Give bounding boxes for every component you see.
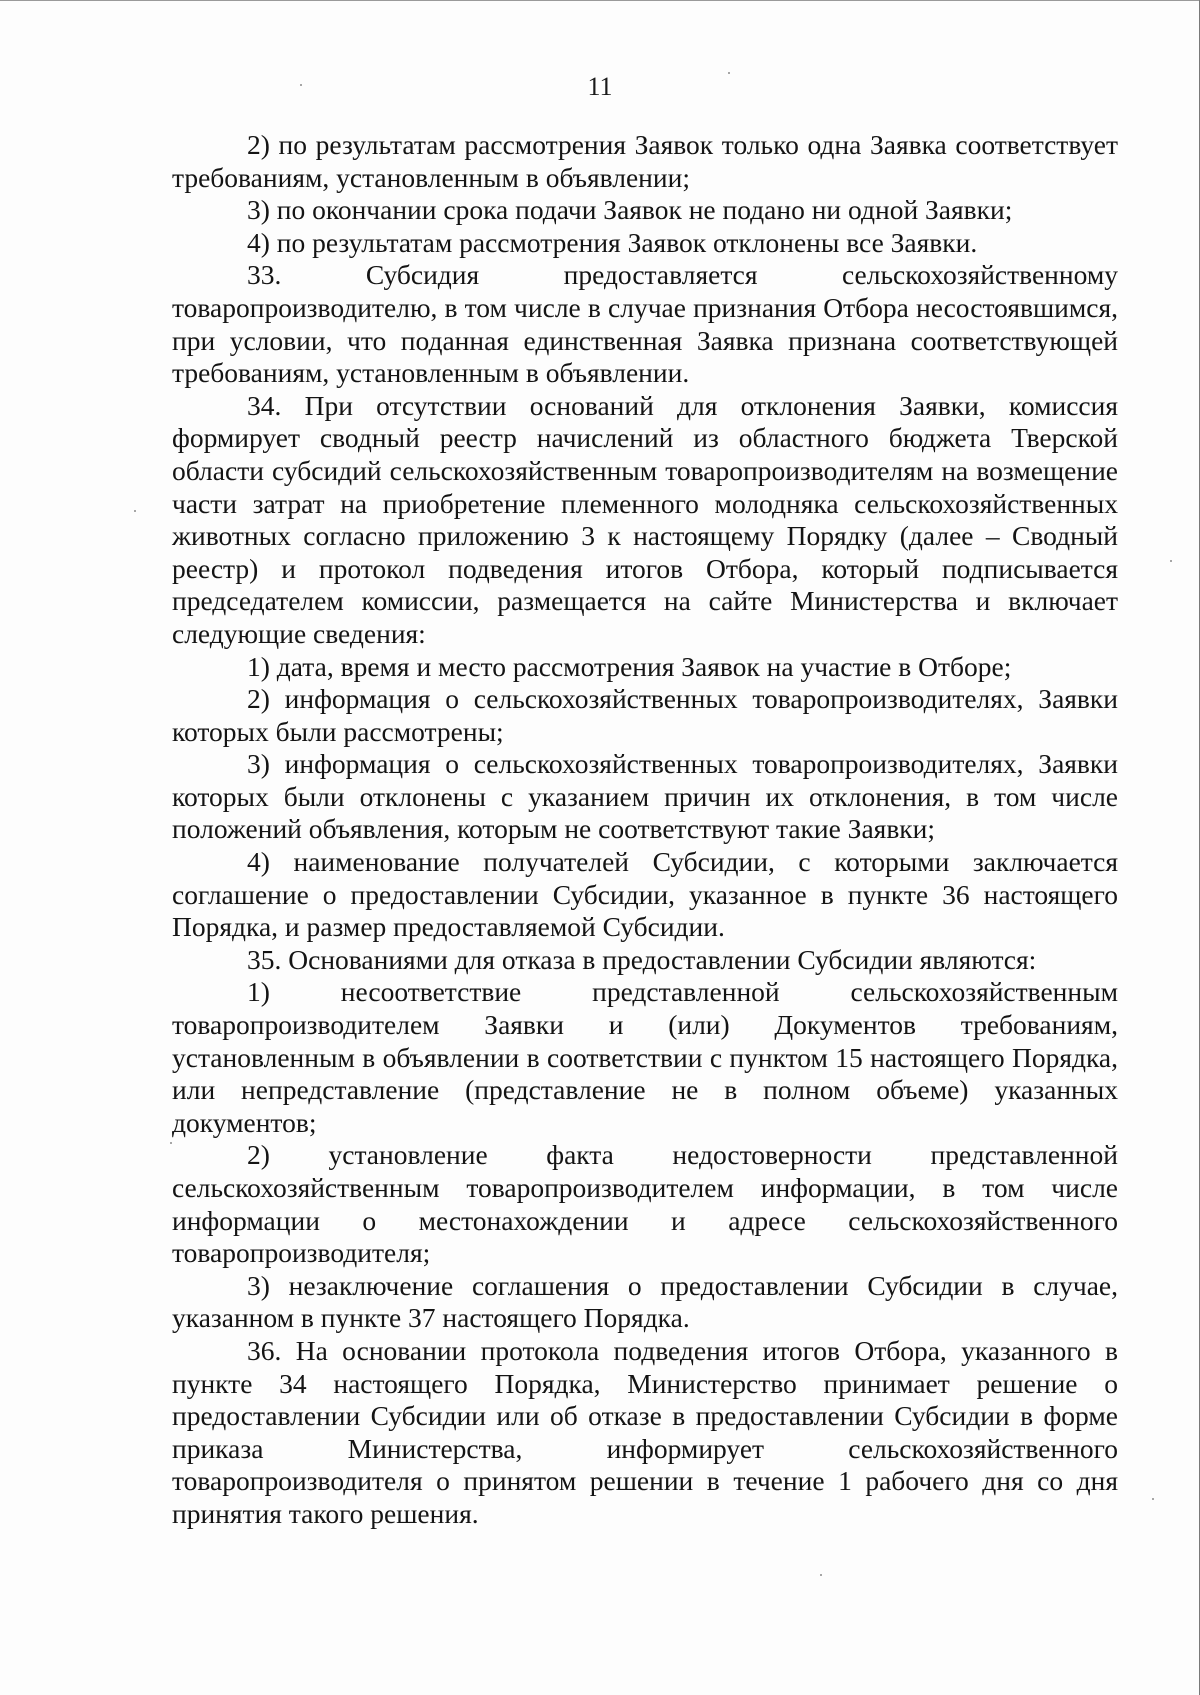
scan-edge-top <box>0 0 1200 1</box>
paragraph-item-2: 2) по результатам рассмотрения Заявок только одна Заявка соответствует требованиям, установленным в объявлении; <box>172 129 1118 193</box>
document-body <box>172 129 1118 1531</box>
paragraph-clause-34-item-4: 4) наименование получателей Субсидии, с которыми заключается соглашение о предоставлении Субсидии, указанное в пункте 36 настоящего Порядка, и размер предоставляемой Субсидии. <box>172 846 1118 943</box>
paragraph-clause-36: 36. На основании протокола подведения итогов Отбора, указанного в пункте 34 настоящего Порядка, Министерство принимает решение о предоставлении Субсидии или об отказе в предоставлении Субсидии в форме приказа Министерства, информирует сельскохозяйственного товаропроизводителя о принятом решении в течение 1 рабочего дня со дня принятия такого решения. <box>172 1334 1118 1529</box>
paragraph-clause-33: 33. Субсидия предоставляется сельскохозяйственному товаропроизводителю, в том числе в случае признания Отбора несостоявшимся, при условии, что поданная единственная Заявка признана соответствующей требованиям, установленным в объявлении. <box>172 259 1118 389</box>
paragraph-clause-34: 34. При отсутствии оснований для отклонения Заявки, комиссия формирует сводный реестр начислений из областного бюджета Тверской области субсидий сельскохозяйственным товаропроизводителям на возмещение части затрат на приобретение племенного молодняка сельскохозяйственных животных согласно приложению 3 к настоящему Порядку (далее – Сводный реестр) и протокол подведения итогов Отбора, который подписывается председателем комиссии, размещается на сайте Министерства и включает следующие сведения: <box>172 389 1118 649</box>
scan-speck <box>820 1574 822 1576</box>
paragraph-clause-35-item-3: 3) незаключение соглашения о предоставлении Субсидии в случае, указанном в пункте 37 настоящего Порядка. <box>172 1269 1118 1334</box>
paragraph-clause-34-item-3: 3) информация о сельскохозяйственных товаропроизводителях, Заявки которых были отклонены с указанием причин их отклонения, в том числе положений объявления, которым не соответствуют такие Заявки; <box>172 748 1118 845</box>
paragraph-clause-35: 35. Основаниями для отказа в предоставлении Субсидии являются: <box>247 943 1037 975</box>
paragraph-clause-34-item-1: 1) дата, время и место рассмотрения Заявок на участие в Отборе; <box>247 650 1012 682</box>
paragraph-item-3: 3) по окончании срока подачи Заявок не подано ни одной Заявки; <box>247 194 1013 226</box>
paragraph-clause-34-item-2: 2) информация о сельскохозяйственных товаропроизводителях, Заявки которых были рассмотрены; <box>172 683 1118 747</box>
scan-speck <box>1170 560 1172 562</box>
scan-speck <box>1152 1498 1154 1500</box>
paragraph-clause-35-item-2: 2) установление факта недостоверности представленной сельскохозяйственным товаропроизводителем информации, в том числе информации о местонахождении и адресе сельскохозяйственного товаропроизводителя; <box>172 1139 1118 1269</box>
page-number: 11 <box>587 72 613 101</box>
paragraph-clause-35-item-1: 1) несоответствие представленной сельскохозяйственным товаропроизводителем Заявки и (или) Документов требованиям, установленным в объявлении в соответствии с пунктом 15 настоящего Порядка, или непредставление (представление не в полном объеме) указанных документов; <box>172 976 1118 1138</box>
paragraph-item-4: 4) по результатам рассмотрения Заявок отклонены все Заявки. <box>247 226 978 258</box>
scan-speck <box>134 510 136 512</box>
